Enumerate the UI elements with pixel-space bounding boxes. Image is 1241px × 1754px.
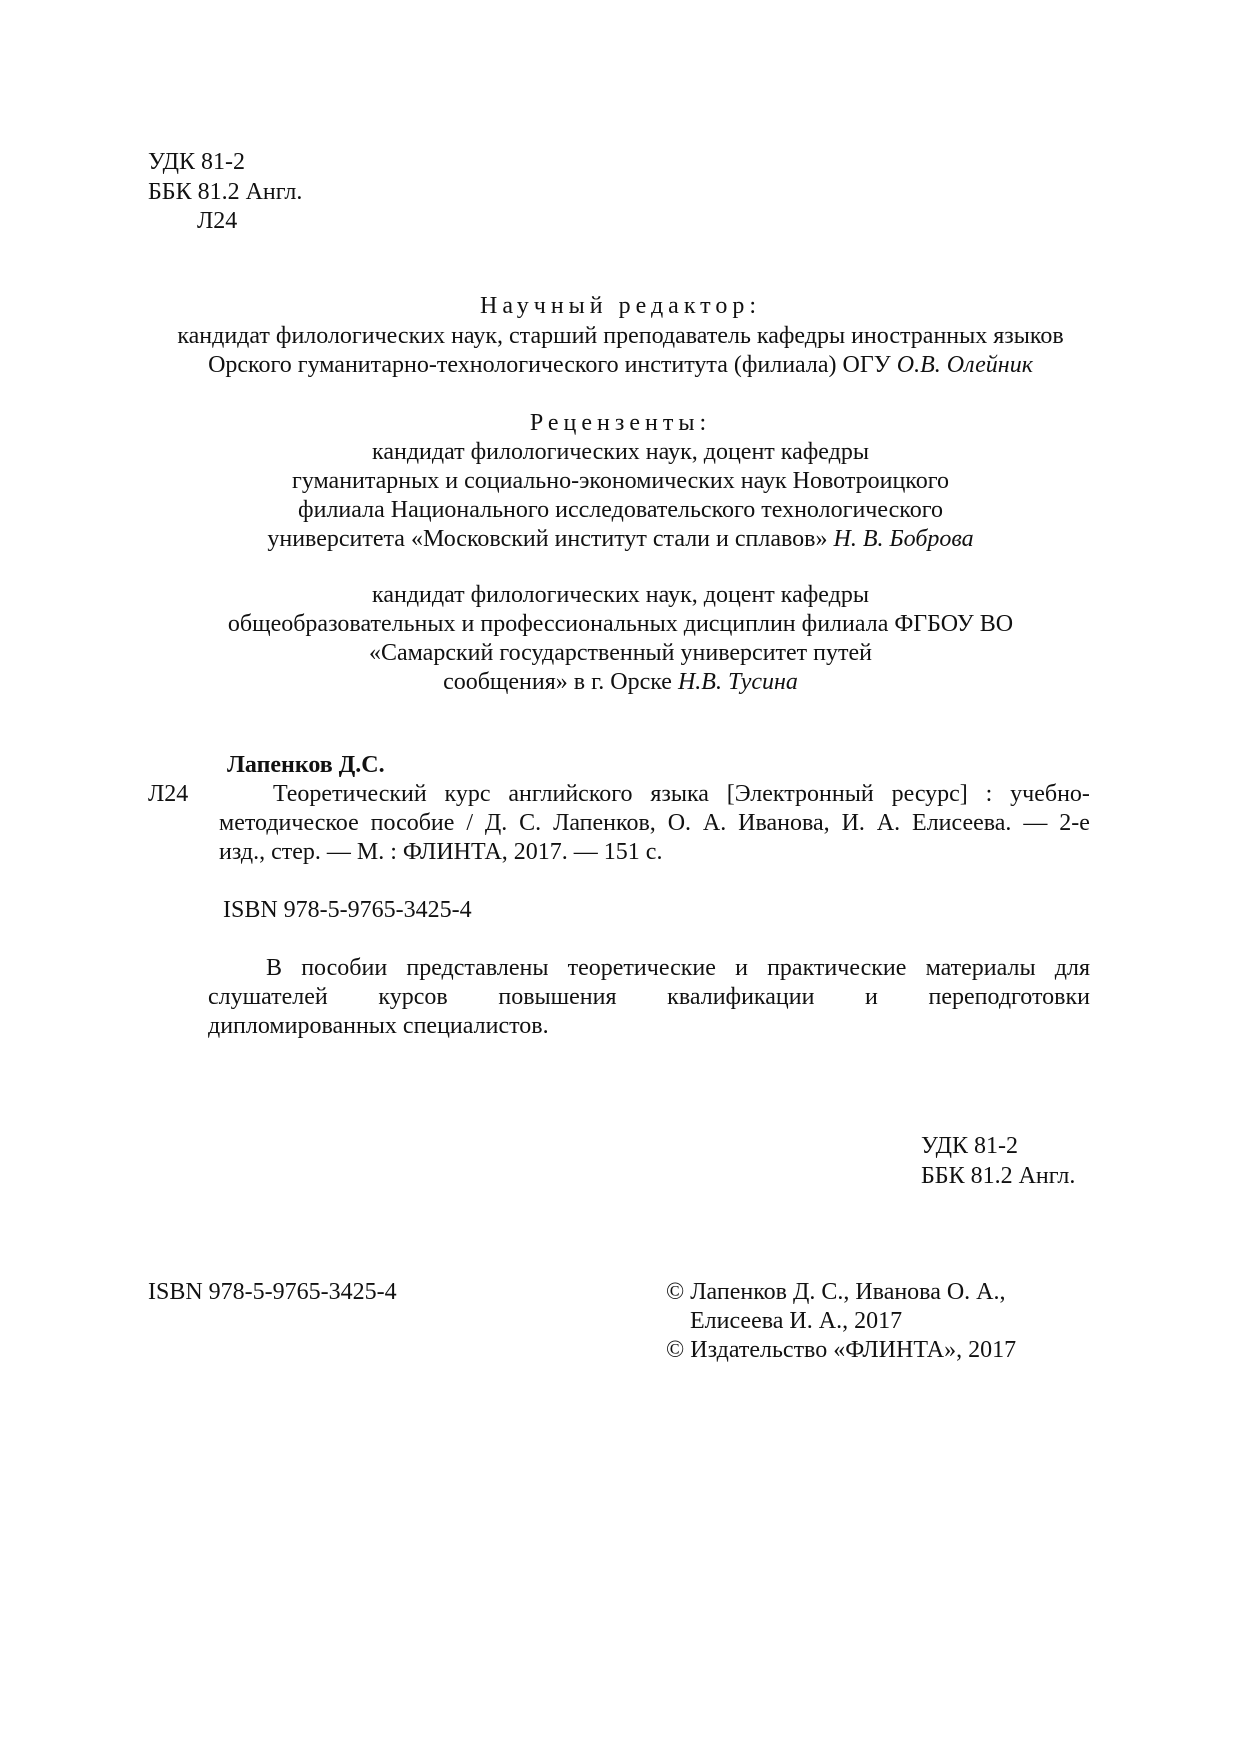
annotation-line2: слушателей курсов повышения квалификации и переподготовки [208, 984, 1090, 1010]
reviewer2-name: Н.В. Тусина [677, 669, 798, 695]
footer-isbn: ISBN 978-5-9765-3425-4 [148, 1279, 397, 1305]
reviewer1-name: Н. В. Боброва [833, 526, 974, 552]
reviewers-heading: Рецензенты: [529, 410, 712, 436]
reviewer1-line2: гуманитарных и социально-экономических наук Новотроицкого [291, 468, 949, 494]
footer-udk: УДК 81-2 [921, 1133, 1018, 1159]
scientific-editor-line2: Орского гуманитарно-технологического института (филиала) ОГУ О.В. Олейник [208, 352, 1033, 378]
bibliography-line2: методическое пособие / Д. С. Лапенков, О. А. Иванова, И. А. Елисеева. — 2-е [219, 810, 1090, 836]
reviewer1-line1: кандидат филологических наук, доцент кафедры [372, 439, 869, 465]
bibliography-author: Лапенков Д.С. [227, 752, 385, 778]
scientific-editor-heading: Научный редактор: [479, 293, 762, 319]
udk-code: УДК 81-2 [148, 149, 245, 175]
copyright-publisher: © Издательство «ФЛИНТА», 2017 [666, 1337, 1017, 1363]
reviewer2-line1: кандидат филологических наук, доцент кафедры [372, 582, 869, 608]
copyright-authors-line2: Елисеева И. А., 2017 [690, 1308, 903, 1334]
reviewer1-line4: университета «Московский институт стали и сплавов» Н. В. Боброва [267, 526, 974, 552]
footer-bbk: ББК 81.2 Англ. [921, 1163, 1076, 1189]
bibliography-line3: изд., стер. — М. : ФЛИНТА, 2017. — 151 с. [219, 839, 663, 865]
reviewer2-line2: общеобразовательных и профессиональных дисциплин филиала ФГБОУ ВО [227, 611, 1014, 637]
copyright-authors-line1: © Лапенков Д. С., Иванова О. А., [666, 1279, 1006, 1305]
reviewer1-line3: филиала Национального исследовательского технологического [298, 497, 943, 523]
author-mark: Л24 [197, 208, 238, 234]
bibliography-mark: Л24 [148, 781, 189, 807]
bibliography-isbn: ISBN 978-5-9765-3425-4 [223, 897, 472, 923]
reviewer2-line3: «Самарский государственный университет путей [369, 640, 872, 666]
scientific-editor-line1: кандидат филологических наук, старший преподаватель кафедры иностранных языков [177, 323, 1064, 349]
annotation-line1: В пособии представлены теоретические и практические материалы для [266, 955, 1090, 981]
bibliography-line1: Теоретический курс английского языка [Электронный ресурс] : учебно- [273, 781, 1090, 807]
bbk-code: ББК 81.2 Англ. [148, 179, 303, 205]
reviewer2-line4: сообщения» в г. Орске Н.В. Тусина [443, 669, 798, 695]
annotation-line3: дипломированных специалистов. [208, 1013, 549, 1039]
scientific-editor-name: О.В. Олейник [896, 352, 1033, 378]
